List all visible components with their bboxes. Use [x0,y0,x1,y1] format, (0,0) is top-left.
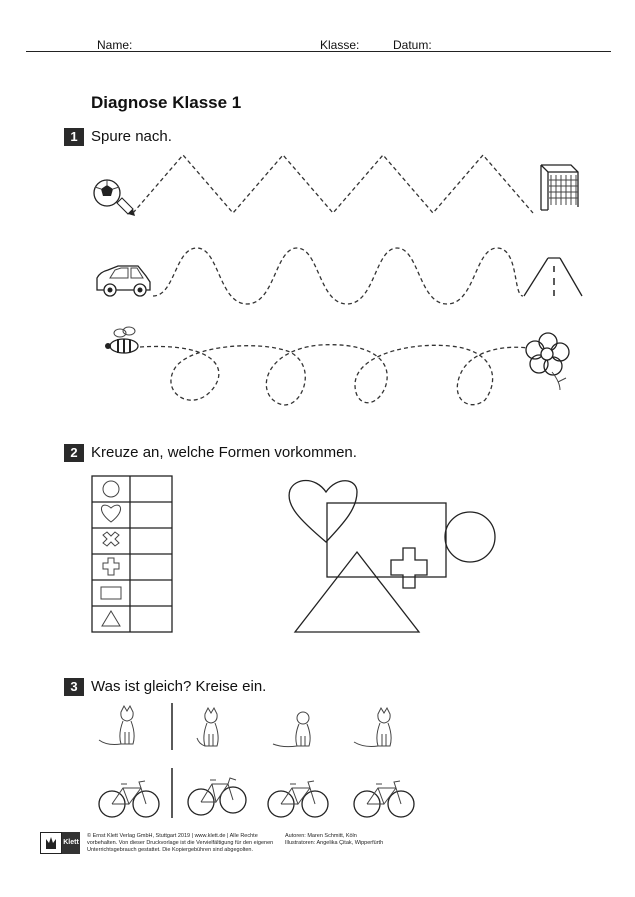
wave-trace-line [153,248,523,304]
bicycle-icon [354,781,414,817]
cross-shape-icon [103,558,119,575]
heart-shape-icon [101,505,120,522]
bicycle-icon [188,778,246,815]
klett-logo-mark [40,832,62,854]
cat-icon [354,708,391,747]
bicycle-icon [268,781,328,817]
task-1-number: 1 [64,128,84,146]
overlapping-shapes-figure [289,481,495,633]
shapes-table [92,476,172,632]
goal-icon [541,165,578,210]
triangle-shape-icon [102,611,120,626]
zigzag-trace-line [133,155,533,213]
task-3-instruction: Was ist gleich? Kreise ein. [91,678,267,695]
name-label: Name: [97,38,133,52]
task-1-instruction: Spure nach. [91,128,172,145]
task-2-instruction: Kreuze an, welche Formen vorkommen. [91,444,357,461]
rectangle-shape-icon [101,587,121,599]
bee-icon [105,327,138,353]
footer-authors: Autoren: Maren Schmitt, Köln [285,833,357,839]
loop-trace-line [140,345,528,405]
bicycle-icon [99,781,159,817]
task-3-number: 3 [64,678,84,696]
klett-logo-text: Klett [62,832,80,854]
road-icon [524,258,582,296]
ball-icon [94,180,120,206]
page-title: Diagnose Klasse 1 [91,93,242,112]
cat-icon [197,708,218,746]
cat-icon [99,706,134,745]
date-label: Datum: [393,38,432,52]
class-label: Klasse: [320,38,360,52]
car-icon [97,266,150,296]
circle-shape-icon [103,481,119,497]
pencil-icon [117,198,135,216]
cat-icon [273,712,310,747]
footer-illustrators: Illustratoren: Angelika Çitak, Wipperfürth [285,840,384,846]
x-shape-icon [103,532,119,546]
flower-icon [526,333,569,390]
footer-copyright: © Ernst Klett Verlag GmbH, Stuttgart 2019 | www.klett.de | Alle Rechte vorbehalten. Von dieser Druckvorlage ist die Vervielfältigung für den eigenen Unterrichtsgebrauch gestattet. Die Kopiergebühren sind abgegolten. [87,833,274,853]
task-2-number: 2 [64,444,84,462]
